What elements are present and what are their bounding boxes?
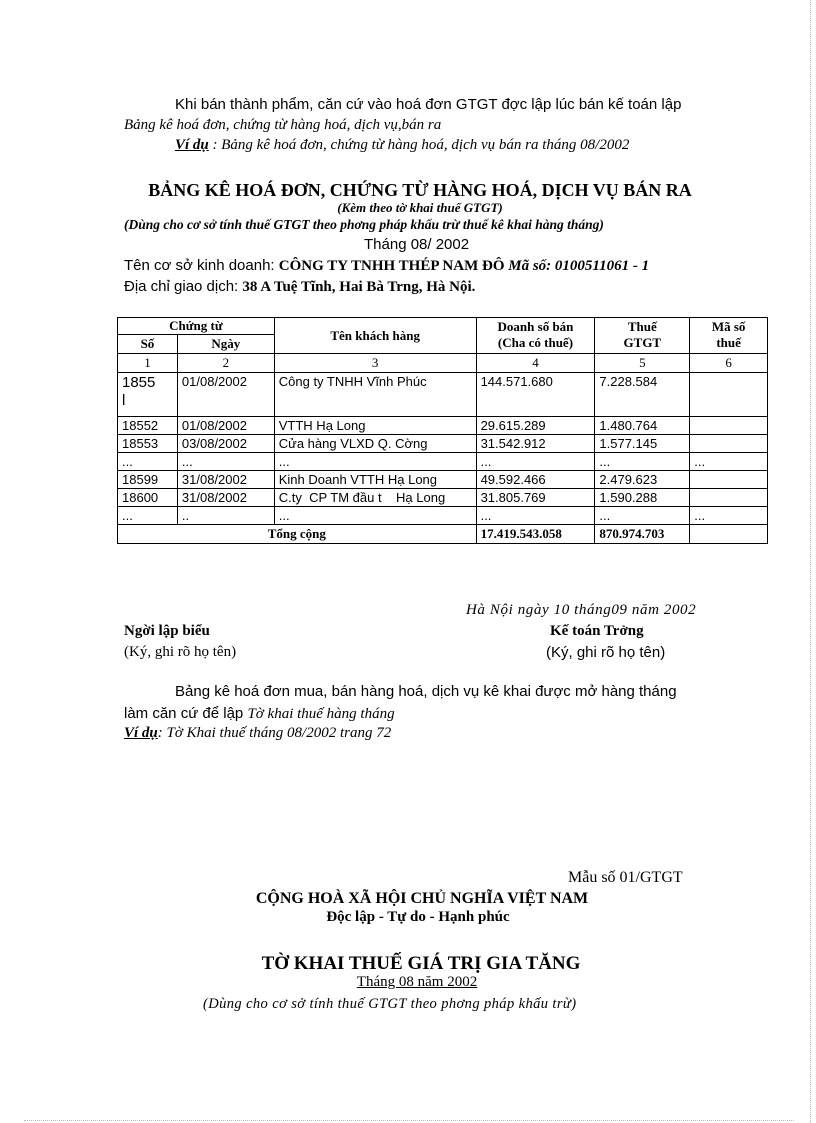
cell-customer: Công ty TNHH Vĩnh Phúc <box>274 373 476 417</box>
col-number: 1 <box>118 354 178 373</box>
statement-usage-note: (Dùng cho cơ sở tính thuế GTGT theo phơng pháp khấu trừ thuế kê khai hàng tháng) <box>124 217 604 232</box>
cell-number: 1855 l <box>118 373 178 417</box>
cell-date: 01/08/2002 <box>177 417 274 435</box>
closing-example <box>124 725 391 742</box>
table-row <box>118 471 768 489</box>
col-number: 5 <box>595 354 690 373</box>
intro-example <box>175 137 629 154</box>
page-border-bottom <box>24 1120 794 1121</box>
closing-line-1: Bảng kê hoá đơn mua, bán hàng hoá, dịch vụ kê khai được mở hàng tháng <box>175 683 677 700</box>
header-sales-line2: (Cha có thuế) <box>497 335 574 350</box>
page-border-right <box>810 0 811 1123</box>
cell-vat: 2.479.623 <box>595 471 690 489</box>
form-number: Mẫu số 01/GTGT <box>568 869 683 886</box>
total-sales: 17.419.543.058 <box>476 525 595 544</box>
table-row <box>118 453 768 471</box>
place-date: Hà Nội ngày 10 tháng09 năm 2002 <box>466 602 697 618</box>
cell-customer: Kinh Doanh VTTH Hạ Long <box>274 471 476 489</box>
cell-vat: ... <box>595 453 690 471</box>
tax-code: Mã số: 0100511061 - 1 <box>504 258 650 274</box>
header-vat <box>595 318 690 354</box>
cell-date: .. <box>177 507 274 525</box>
cell-customer: ... <box>274 453 476 471</box>
cell-sales: 31.542.912 <box>476 435 595 453</box>
closing-line-2-prefix: làm căn cứ để lập <box>124 705 248 722</box>
cell-tax-code <box>690 435 768 453</box>
table-row <box>118 373 768 417</box>
business-name: CÔNG TY TNHH THÉP NAM ĐÔ <box>278 258 505 274</box>
cell-customer: VTTH Hạ Long <box>274 417 476 435</box>
cell-number: 18599 <box>118 471 178 489</box>
cell-number: ... <box>118 453 178 471</box>
cell-tax-code <box>690 417 768 435</box>
cell-sales: ... <box>476 453 595 471</box>
total-label: Tổng cộng <box>118 525 477 544</box>
cell-sales: 49.592.466 <box>476 471 595 489</box>
table-row <box>118 435 768 453</box>
cell-number: 18553 <box>118 435 178 453</box>
preparer-note: (Ký, ghi rõ họ tên) <box>124 644 237 660</box>
total-row <box>118 525 768 544</box>
chief-accountant-title: Kế toán Trởng <box>550 623 644 639</box>
table-row <box>118 417 768 435</box>
republic-title: CỘNG HOÀ XÃ HỘI CHỦ NGHĨA VIỆT NAM <box>255 890 589 907</box>
header-number: Số <box>118 335 178 354</box>
header-tax-code-line2: thuế <box>716 335 741 350</box>
business-line <box>124 257 649 275</box>
cell-tax-code <box>690 489 768 507</box>
col-number: 3 <box>274 354 476 373</box>
cell-vat: 1.590.288 <box>595 489 690 507</box>
header-tax-code <box>690 318 768 354</box>
cell-sales: ... <box>476 507 595 525</box>
example-label: Ví dụ <box>175 137 209 153</box>
header-voucher: Chứng từ <box>118 318 275 335</box>
cell-customer: C.ty CP TM đầu t Hạ Long <box>274 489 476 507</box>
statement-subtitle: (Kèm theo tờ khai thuế GTGT) <box>337 200 503 215</box>
cell-sales: 29.615.289 <box>476 417 595 435</box>
closing-example-text: : Tờ Khai thuế tháng 08/2002 trang 72 <box>157 725 392 741</box>
cell-tax-code <box>690 471 768 489</box>
cell-date: ... <box>177 453 274 471</box>
business-label: Tên cơ sở kinh doanh: <box>124 257 279 274</box>
statement-month: Tháng 08/ 2002 <box>364 236 470 253</box>
cell-vat: 1.480.764 <box>595 417 690 435</box>
cell-tax-code: ... <box>690 507 768 525</box>
table-row <box>118 507 768 525</box>
cell-date: 01/08/2002 <box>177 373 274 417</box>
total-tax-code <box>690 525 768 544</box>
header-tax-code-line1: Mã số <box>711 319 746 334</box>
address-line <box>124 278 475 296</box>
header-vat-line2: GTGT <box>623 335 662 350</box>
closing-example-label: Ví dụ <box>124 725 158 741</box>
cell-number: ... <box>118 507 178 525</box>
declaration-month: Tháng 08 năm 2002 <box>356 974 478 990</box>
closing-line-2 <box>124 705 395 723</box>
cell-date: 03/08/2002 <box>177 435 274 453</box>
col-number: 2 <box>177 354 274 373</box>
declaration-note: (Dùng cho cơ sở tính thuế GTGT theo phơng pháp khấu trừ) <box>203 996 577 1012</box>
cell-customer: Cửa hàng VLXD Q. Cờng <box>274 435 476 453</box>
chief-accountant-note: (Ký, ghi rõ họ tên) <box>546 644 666 661</box>
cell-sales: 31.805.769 <box>476 489 595 507</box>
header-date: Ngày <box>177 335 274 354</box>
example-text: : Bảng kê hoá đơn, chứng từ hàng hoá, dịch vụ bán ra tháng 08/2002 <box>208 137 630 153</box>
address-label: Địa chỉ giao dịch: <box>124 278 243 295</box>
preparer-title: Ngời lập biểu <box>124 623 210 639</box>
cell-date: 31/08/2002 <box>177 471 274 489</box>
total-vat: 870.974.703 <box>595 525 690 544</box>
col-number: 6 <box>690 354 768 373</box>
declaration-title: TỜ KHAI THUẾ GIÁ TRỊ GIA TĂNG <box>261 953 581 974</box>
header-customer: Tên khách hàng <box>274 318 476 354</box>
header-sales-line1: Doanh số bán <box>497 319 574 334</box>
cell-vat: 7.228.584 <box>595 373 690 417</box>
col-number: 4 <box>476 354 595 373</box>
cell-tax-code <box>690 373 768 417</box>
header-vat-line1: Thuế <box>627 319 657 334</box>
cell-number: 18552 <box>118 417 178 435</box>
closing-line-2-italic: Tờ khai thuế hàng tháng <box>247 706 395 722</box>
header-sales <box>476 318 595 354</box>
cell-number: 18600 <box>118 489 178 507</box>
intro-line-2: Bảng kê hoá đơn, chứng từ hàng hoá, dịch vụ,bán ra <box>124 117 442 133</box>
cell-sales: 144.571.680 <box>476 373 595 417</box>
statement-title: BẢNG KÊ HOÁ ĐƠN, CHỨNG TỪ HÀNG HOÁ, DỊCH VỤ BÁN RA <box>148 180 692 200</box>
table-row <box>118 489 768 507</box>
cell-vat: ... <box>595 507 690 525</box>
intro-line-1: Khi bán thành phẩm, căn cứ vào hoá đơn GTGT đợc lập lúc bán kế toán lập <box>175 96 682 113</box>
motto: Độc lập - Tự do - Hạnh phúc <box>326 909 510 925</box>
cell-tax-code: ... <box>690 453 768 471</box>
address-value: 38 A Tuệ Tĩnh, Hai Bà Trng, Hà Nội. <box>242 279 476 295</box>
cell-date: 31/08/2002 <box>177 489 274 507</box>
cell-vat: 1.577.145 <box>595 435 690 453</box>
cell-customer: ... <box>274 507 476 525</box>
sales-ledger-table <box>117 317 768 544</box>
